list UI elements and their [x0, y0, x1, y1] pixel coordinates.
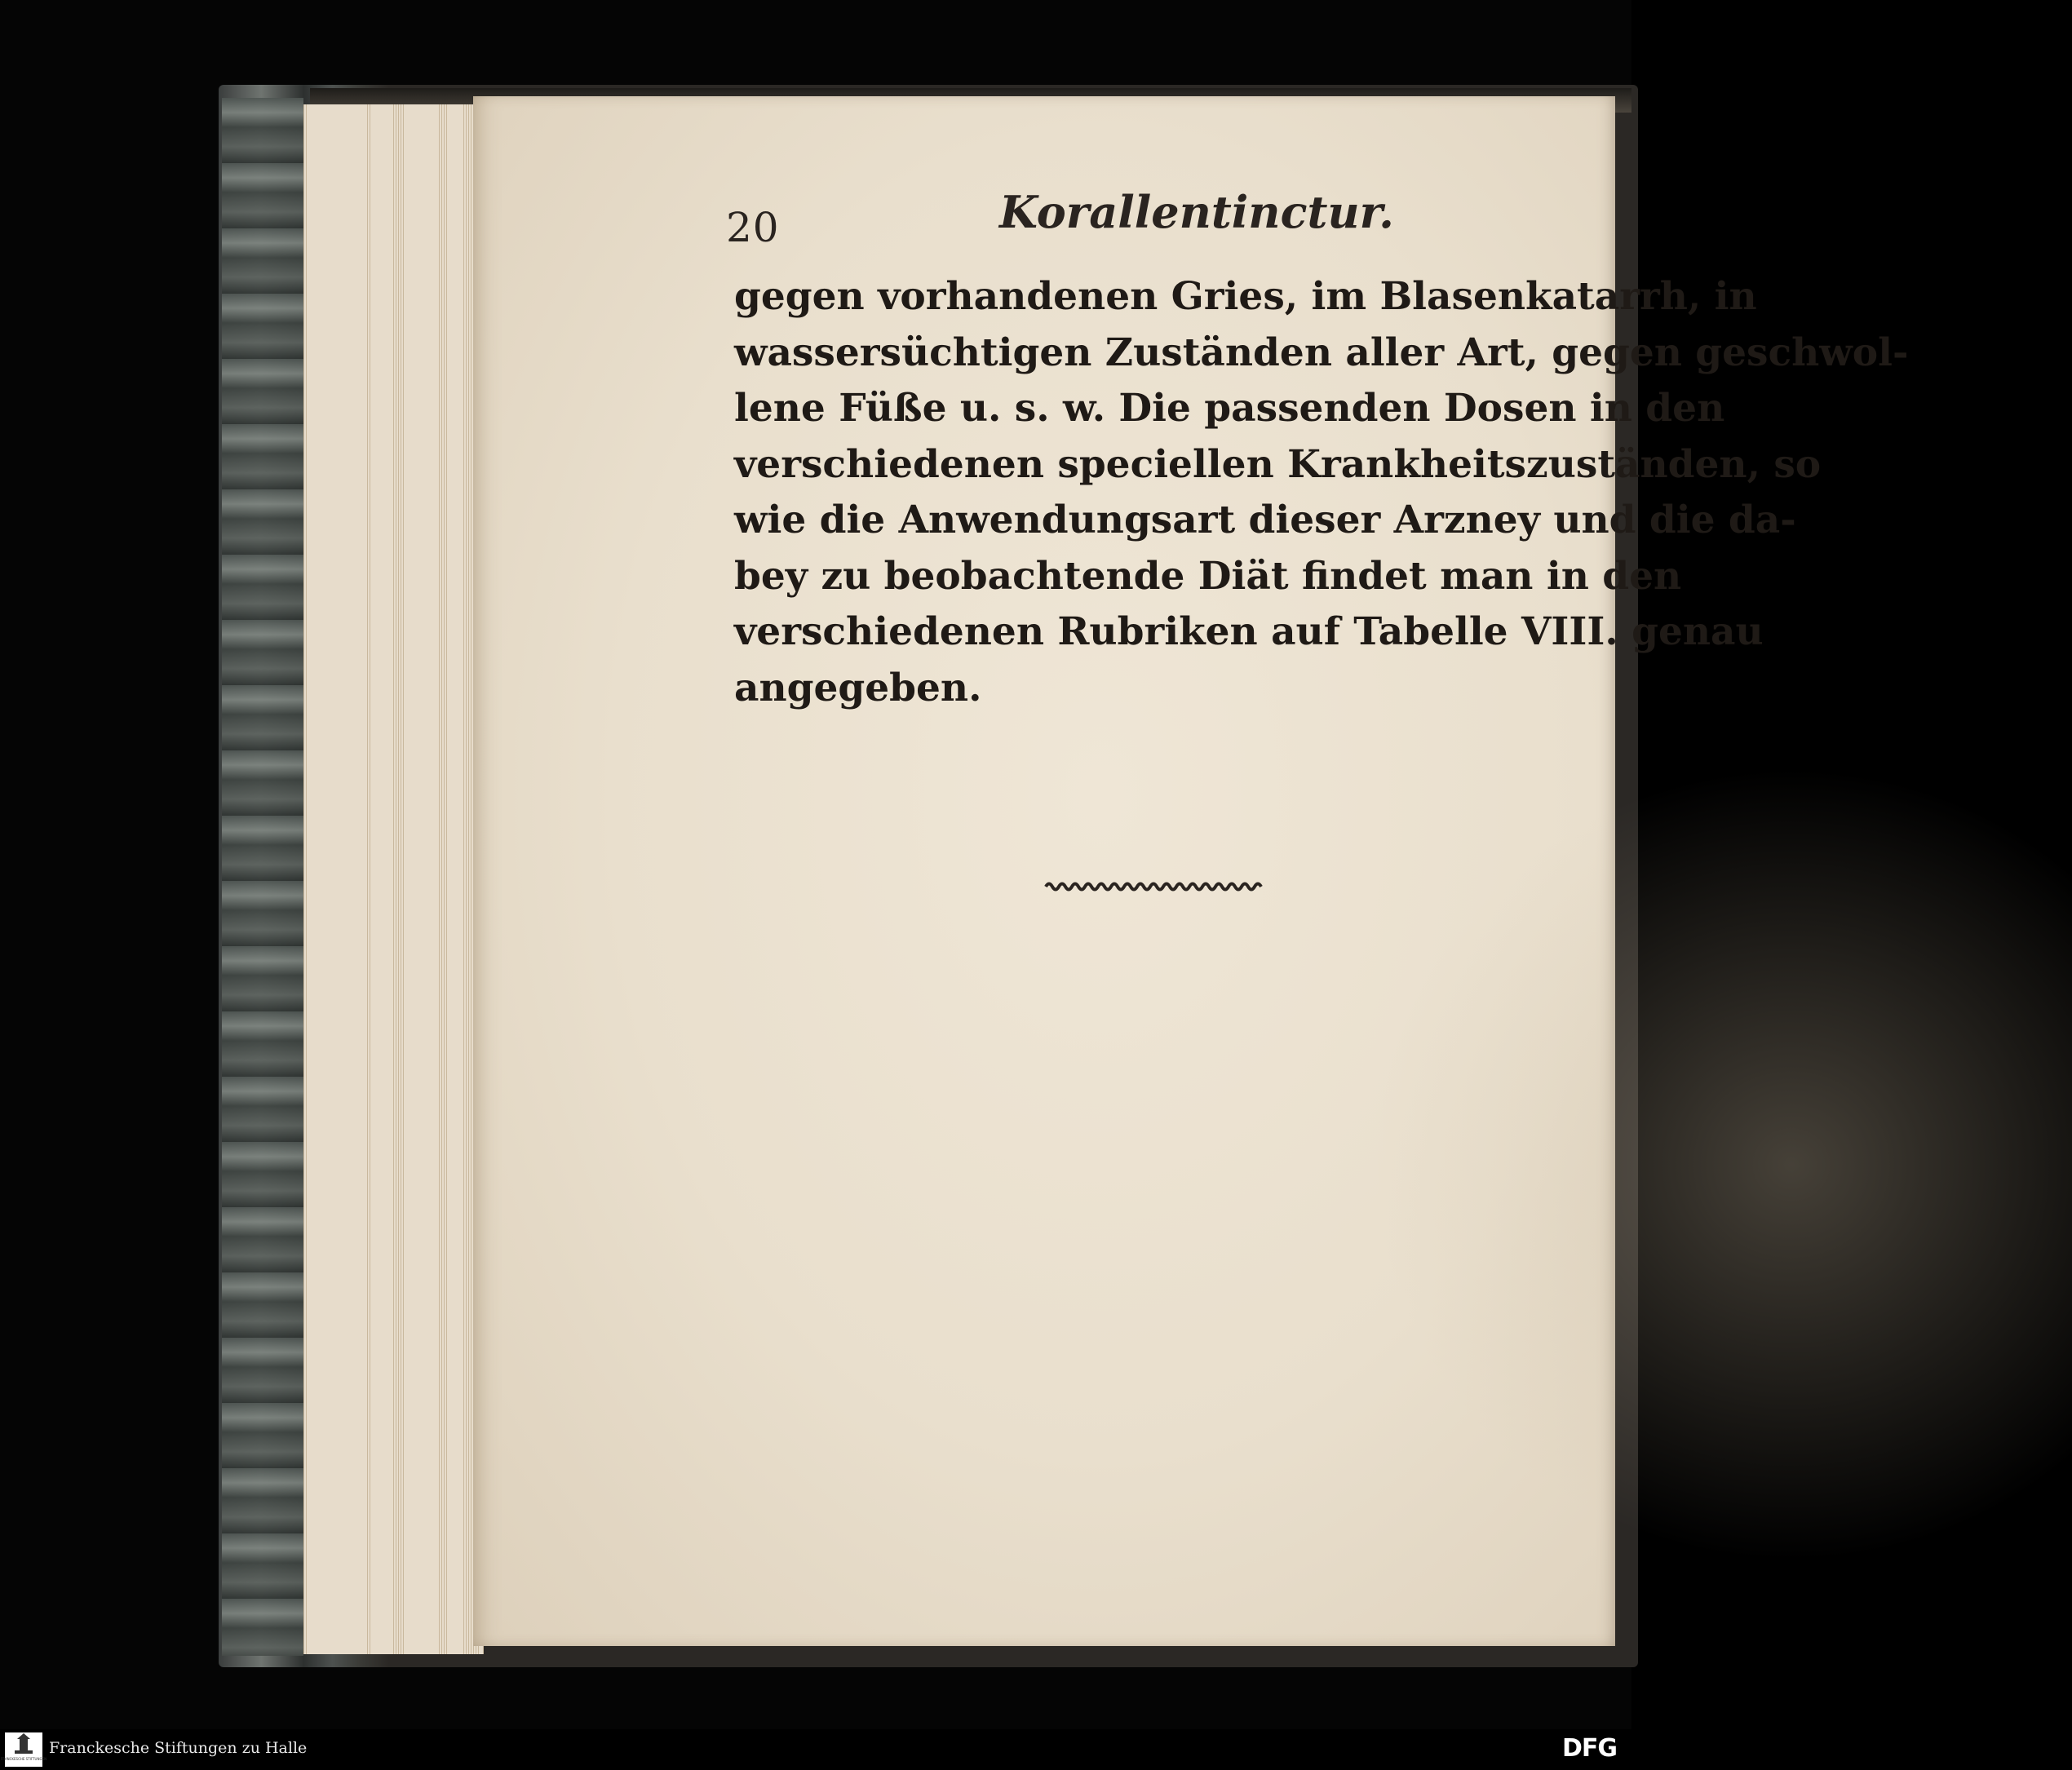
text-line: verschiedenen speciellen Krankheitszuständen, so	[734, 441, 1822, 487]
svg-text:FRANCKESCHE STIFTUNGEN: FRANCKESCHE STIFTUNGEN	[0, 1757, 47, 1761]
text-line: verschiedenen Rubriken auf Tabelle VIII. genau	[734, 609, 1764, 654]
running-head: Korallentinctur.	[999, 186, 1394, 238]
page-number: 20	[726, 204, 780, 251]
page-body-text	[734, 269, 1909, 716]
text-line: gegen vorhandenen Gries, im Blasenkatarrh, in	[734, 274, 1757, 319]
text-line: angegeben.	[734, 665, 982, 710]
institution-logo	[0, 1732, 47, 1767]
text-line: wassersüchtigen Zuständen aller Art, gegen geschwol-	[734, 330, 1909, 375]
wavy-rule-ornament	[1044, 879, 1263, 894]
text-line: lene Füße u. s. w. Die passenden Dosen in den	[734, 386, 1725, 431]
page-block-edge	[303, 104, 484, 1654]
institution-name[interactable]: Franckesche Stiftungen zu Halle	[49, 1739, 308, 1757]
book-binding-edge	[222, 98, 303, 1656]
dfg-logo[interactable]: DFG	[1561, 1734, 1617, 1763]
text-line: bey zu beobachtende Diät findet man in den	[734, 553, 1682, 599]
text-line: wie die Anwendungsart dieser Arzney und die da-	[734, 498, 1796, 542]
